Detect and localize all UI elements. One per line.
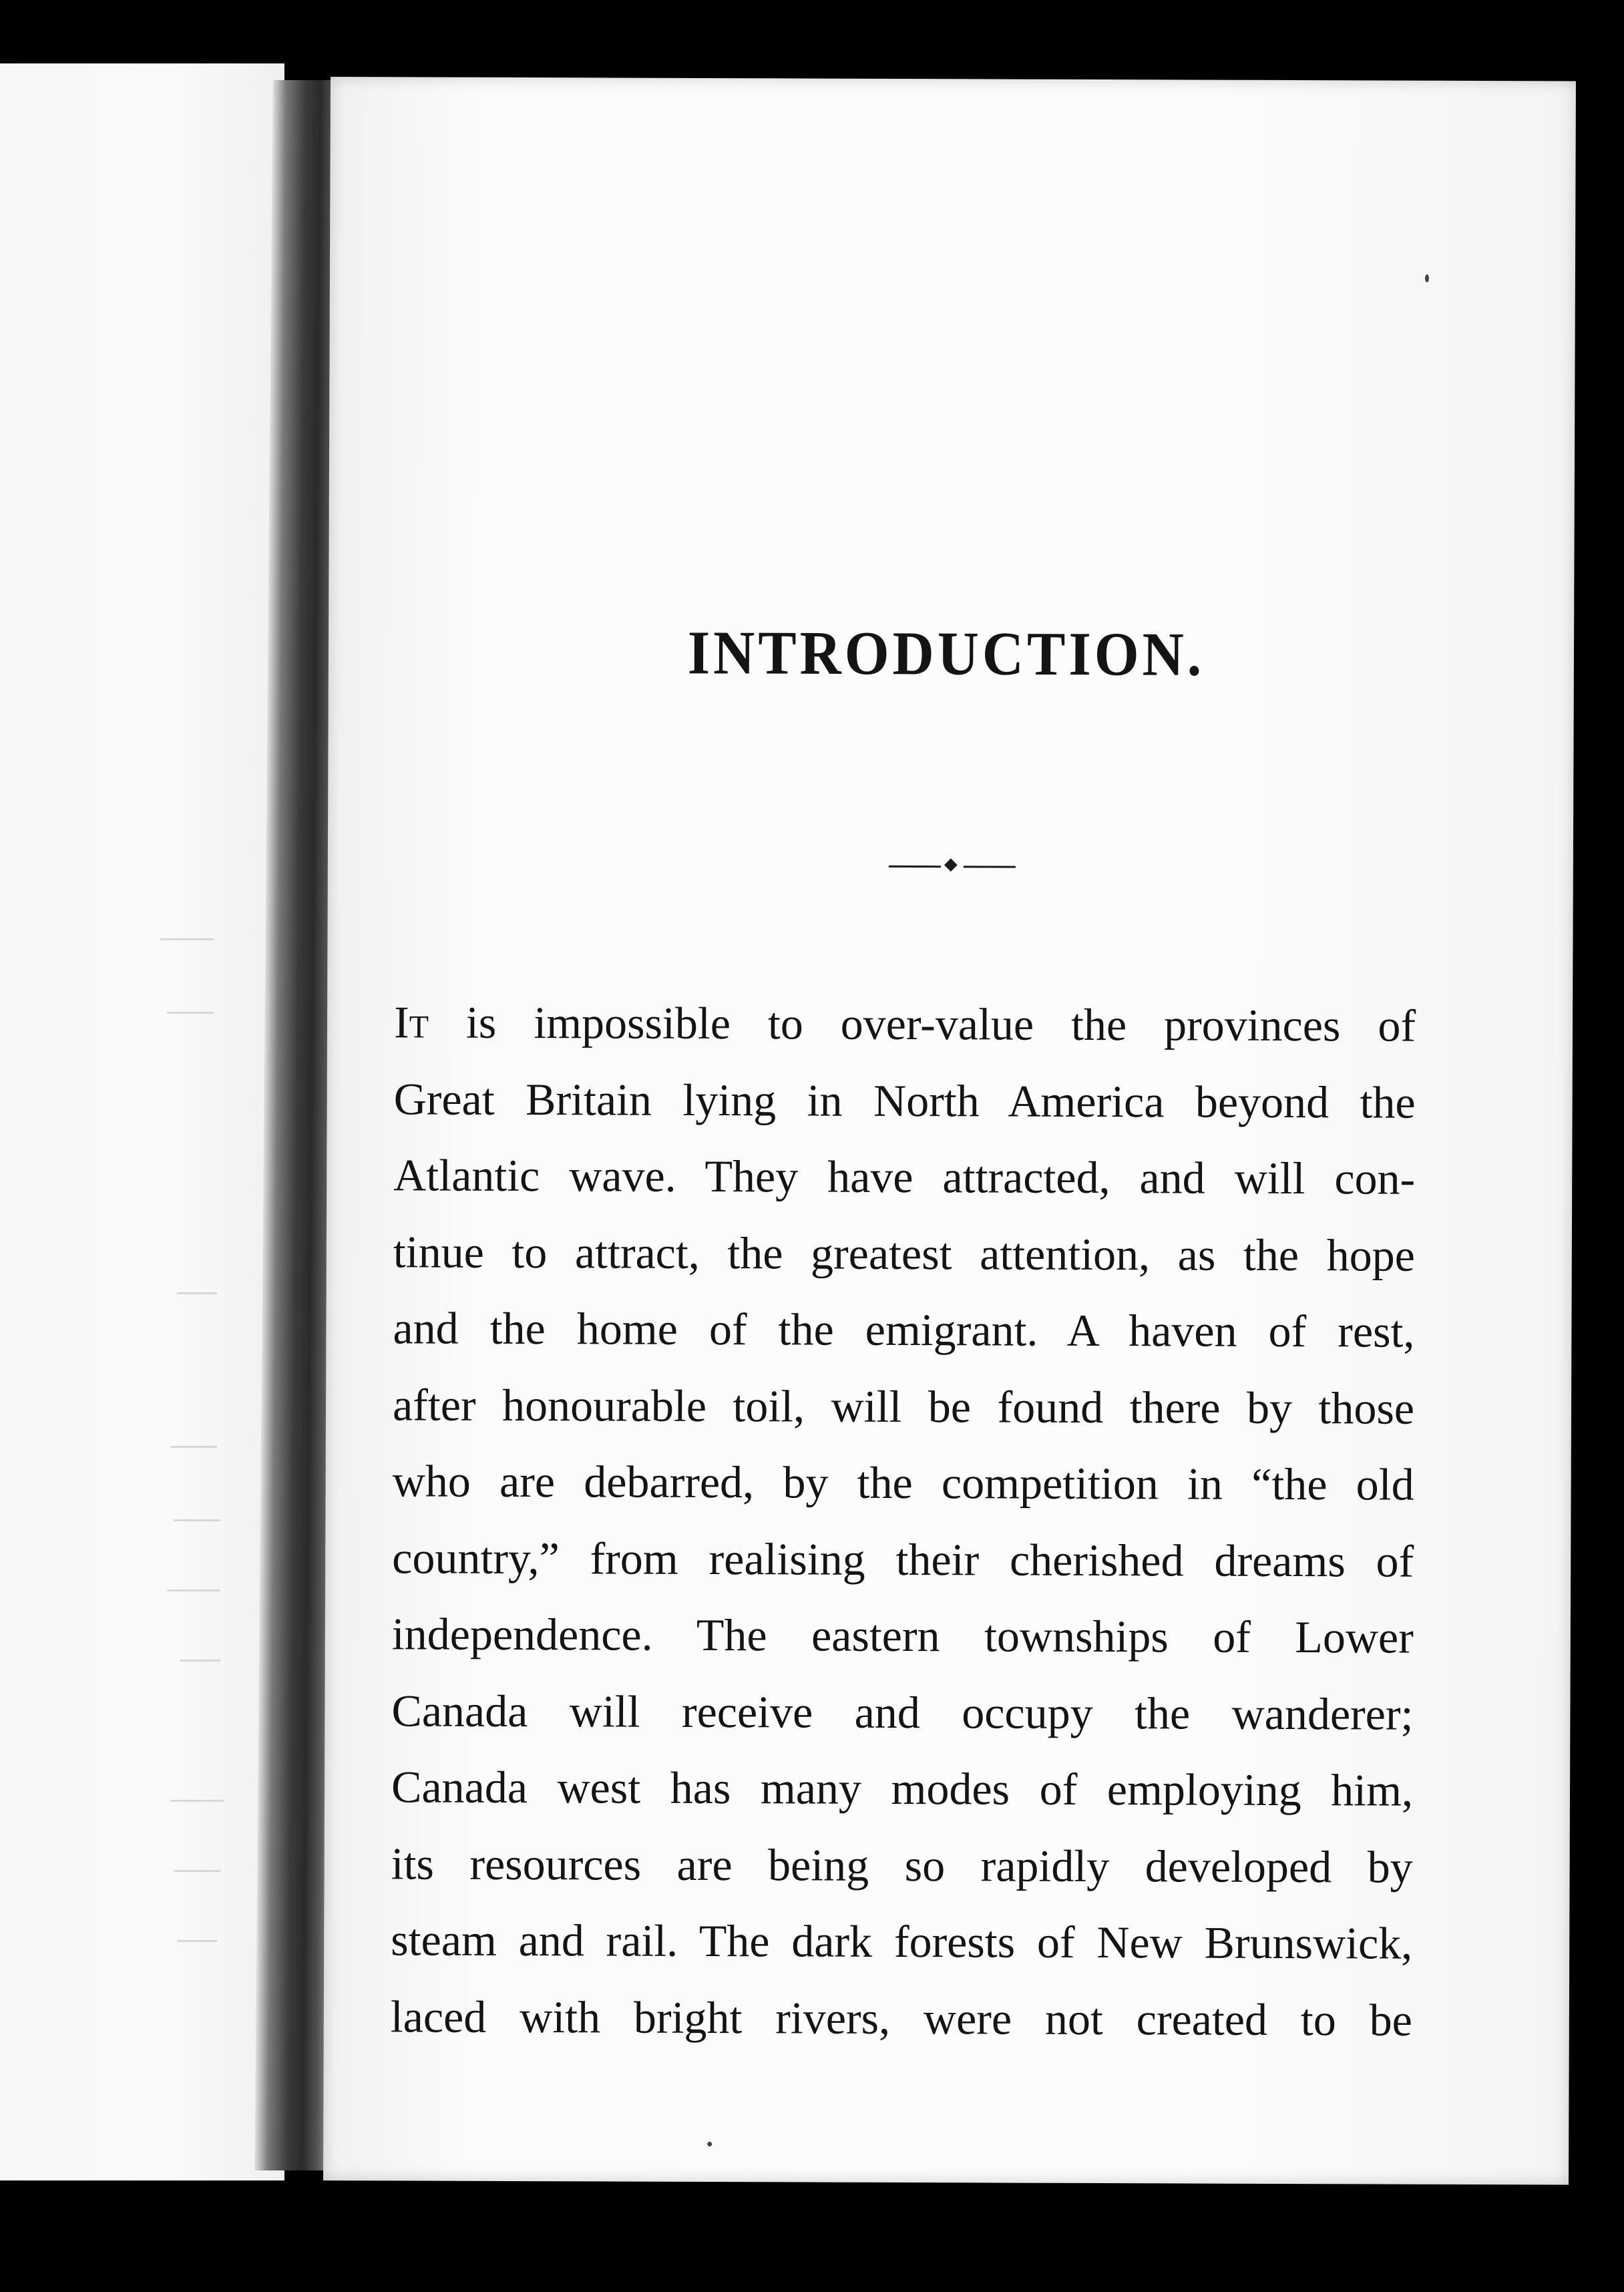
text-line-5: and the home of the emigrant. A haven of rest, [393,1302,1415,1357]
text-line-14: laced with bright rivers, were not created to be [390,1990,1412,2046]
ornament-rule-left [889,866,941,868]
text-line-1 [394,984,1416,1064]
body-paragraph [391,984,1416,2058]
text-line-6: after honourable toil, will be found there by those [392,1378,1415,1434]
page-content [384,77,1512,2046]
opening-small-caps: t [409,996,429,1048]
text-line-7: who are debarred, by the competition in “the old [392,1455,1414,1510]
text-line-4: tinue to attract, the greatest attention, as the hope [393,1225,1415,1281]
ornament-diamond-icon [944,858,958,872]
text-line-2: Great Britain lying in North America beyond the [393,1073,1416,1128]
paper-speck [707,2142,712,2146]
text-line-1-rest: is impossible to over-value the provinces of [428,996,1416,1051]
text-line-3: Atlantic wave. They have attracted, and will con- [393,1149,1416,1204]
ornament-rule-right [964,866,1016,868]
text-line-8: country,” from realising their cherished dreams of [392,1531,1414,1587]
text-line-11: Canada west has many modes of employing him, [391,1761,1414,1816]
text-line-12: its resources are being so rapidly developed by [391,1837,1413,1893]
title-ornament [889,859,1016,874]
scanned-page [323,77,1576,2184]
text-line-13: steam and rail. The dark forests of New Brunswick, [391,1914,1413,1969]
opening-capital: I [393,996,409,1048]
chapter-title: INTRODUCTION. [687,618,1205,689]
paper-speck [1425,274,1429,282]
facing-page [0,63,284,2180]
text-line-9: independence. The eastern townships of Lower [391,1608,1414,1663]
text-line-10: Canada will receive and occupy the wanderer; [391,1684,1414,1740]
